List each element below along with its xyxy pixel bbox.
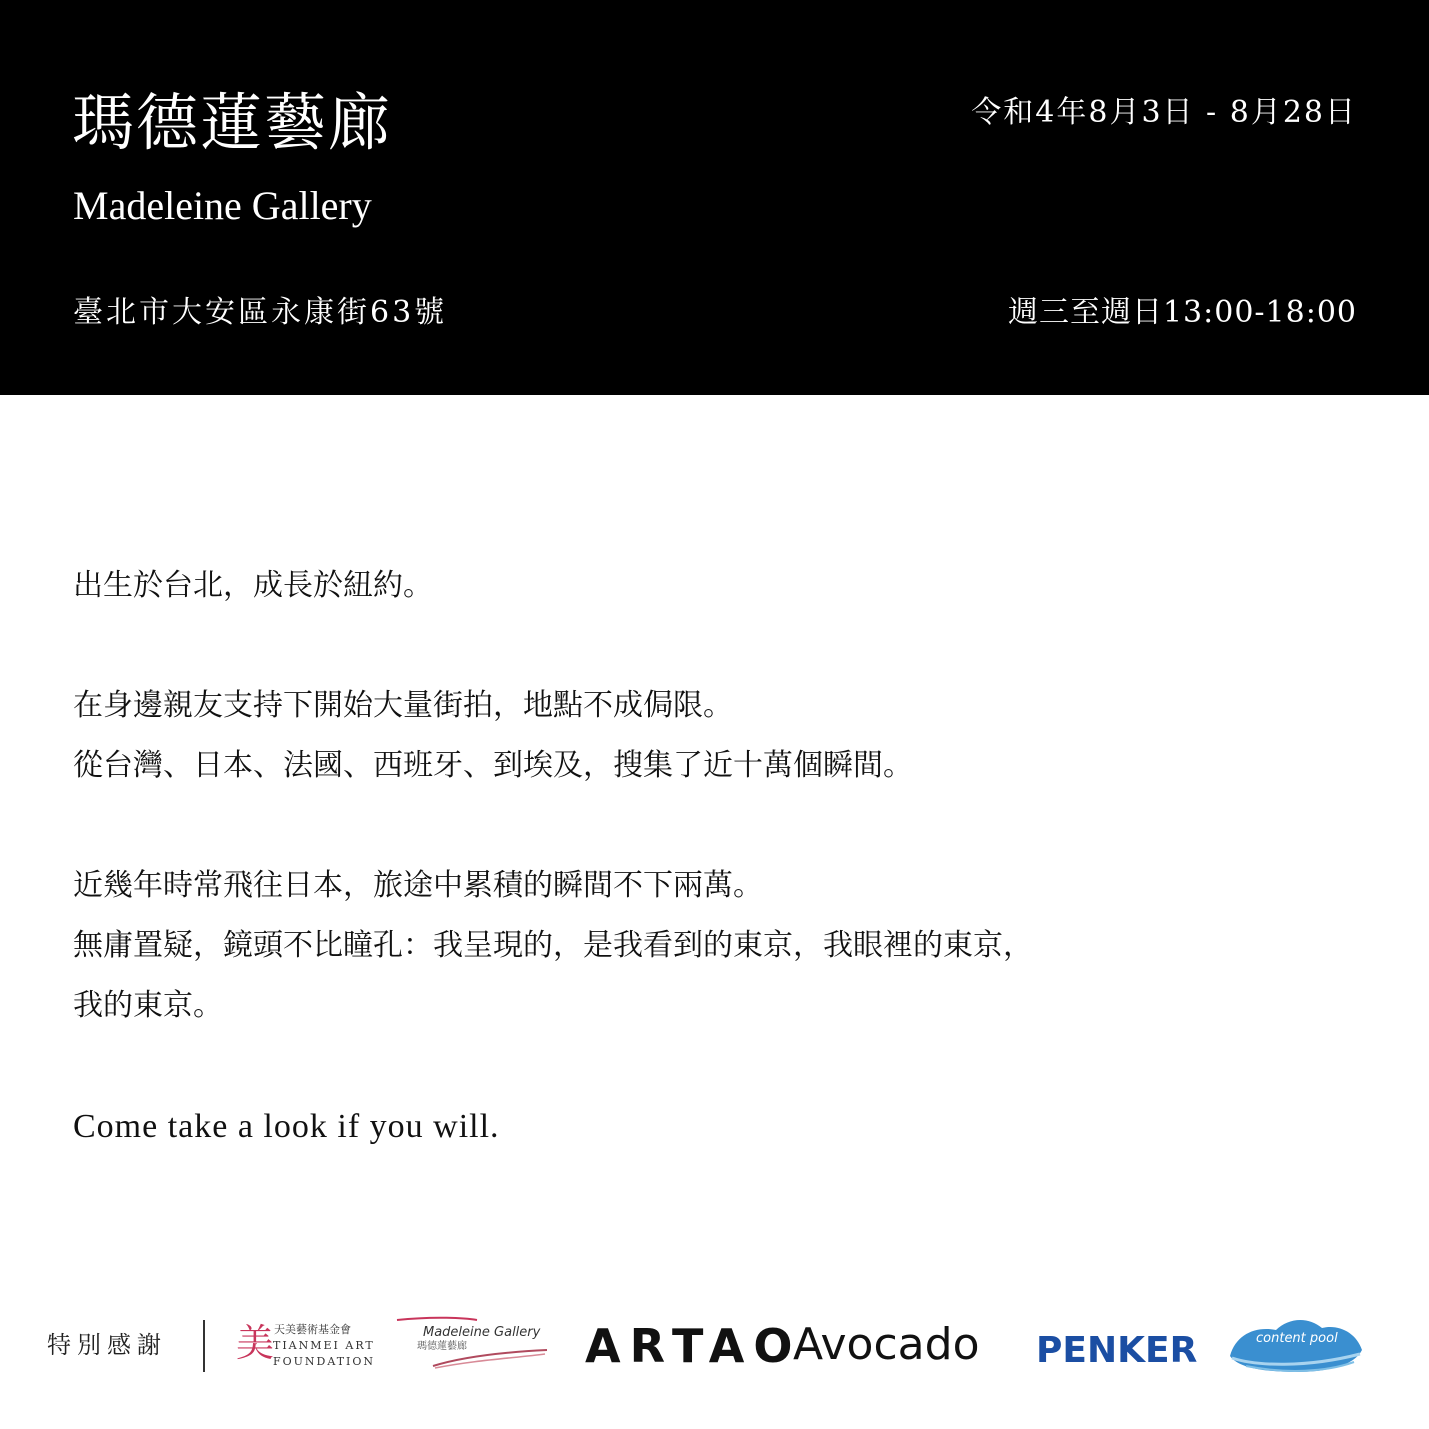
tianmei-name-en: TIANMEI ART: [273, 1339, 375, 1352]
madeleine-name-en: Madeleine Gallery: [423, 1325, 541, 1340]
opening-hours: 週三至週日13:00-18:00: [1007, 295, 1357, 330]
paragraph-line: 我的東京。: [73, 988, 223, 1023]
footer-divider: [203, 1320, 205, 1372]
madeleine-logo: [395, 1314, 555, 1370]
contentpool-logo: [1226, 1316, 1366, 1376]
exhibition-dates: 令和4年8月3日 - 8月28日: [971, 95, 1357, 130]
paragraph-line: 無庸置疑，鏡頭不比瞳孔：我呈現的，是我看到的東京，我眼裡的東京，: [73, 928, 1033, 963]
header-banner: [0, 0, 1429, 395]
tianmei-name-en-2: FOUNDATION: [273, 1355, 376, 1368]
paragraph-line: 從台灣、日本、法國、西班牙、到埃及，搜集了近十萬個瞬間。: [73, 748, 913, 783]
penker-logo: PENKER: [1036, 1330, 1198, 1371]
paragraph-line: 出生於台北，成長於紐約。: [73, 568, 433, 603]
gallery-name-zh: 瑪德蓮藝廊: [72, 86, 393, 159]
artao-logo: ARTAO: [585, 1319, 802, 1373]
madeleine-name-zh: 瑪德蓮藝廊: [417, 1341, 467, 1352]
thanks-label: 特別感謝: [47, 1331, 167, 1359]
tianmei-name-zh: 天美藝術基金會: [274, 1323, 351, 1336]
paragraph-line: 在身邊親友支持下開始大量街拍，地點不成侷限。: [73, 688, 733, 723]
tianmei-mark-icon: 美: [236, 1321, 275, 1365]
avocado-logo: Avocado: [793, 1319, 980, 1370]
tianmei-logo: [236, 1321, 376, 1370]
gallery-name-en: Madeleine Gallery: [73, 183, 372, 228]
paragraph-line: 近幾年時常飛往日本，旅途中累積的瞬間不下兩萬。: [73, 868, 763, 903]
contentpool-mountain-icon: [1226, 1316, 1366, 1376]
closing-line: Come take a look if you will.: [73, 1108, 500, 1145]
contentpool-name: content pool: [1256, 1331, 1338, 1346]
gallery-address: 臺北市大安區永康街63號: [73, 295, 448, 330]
